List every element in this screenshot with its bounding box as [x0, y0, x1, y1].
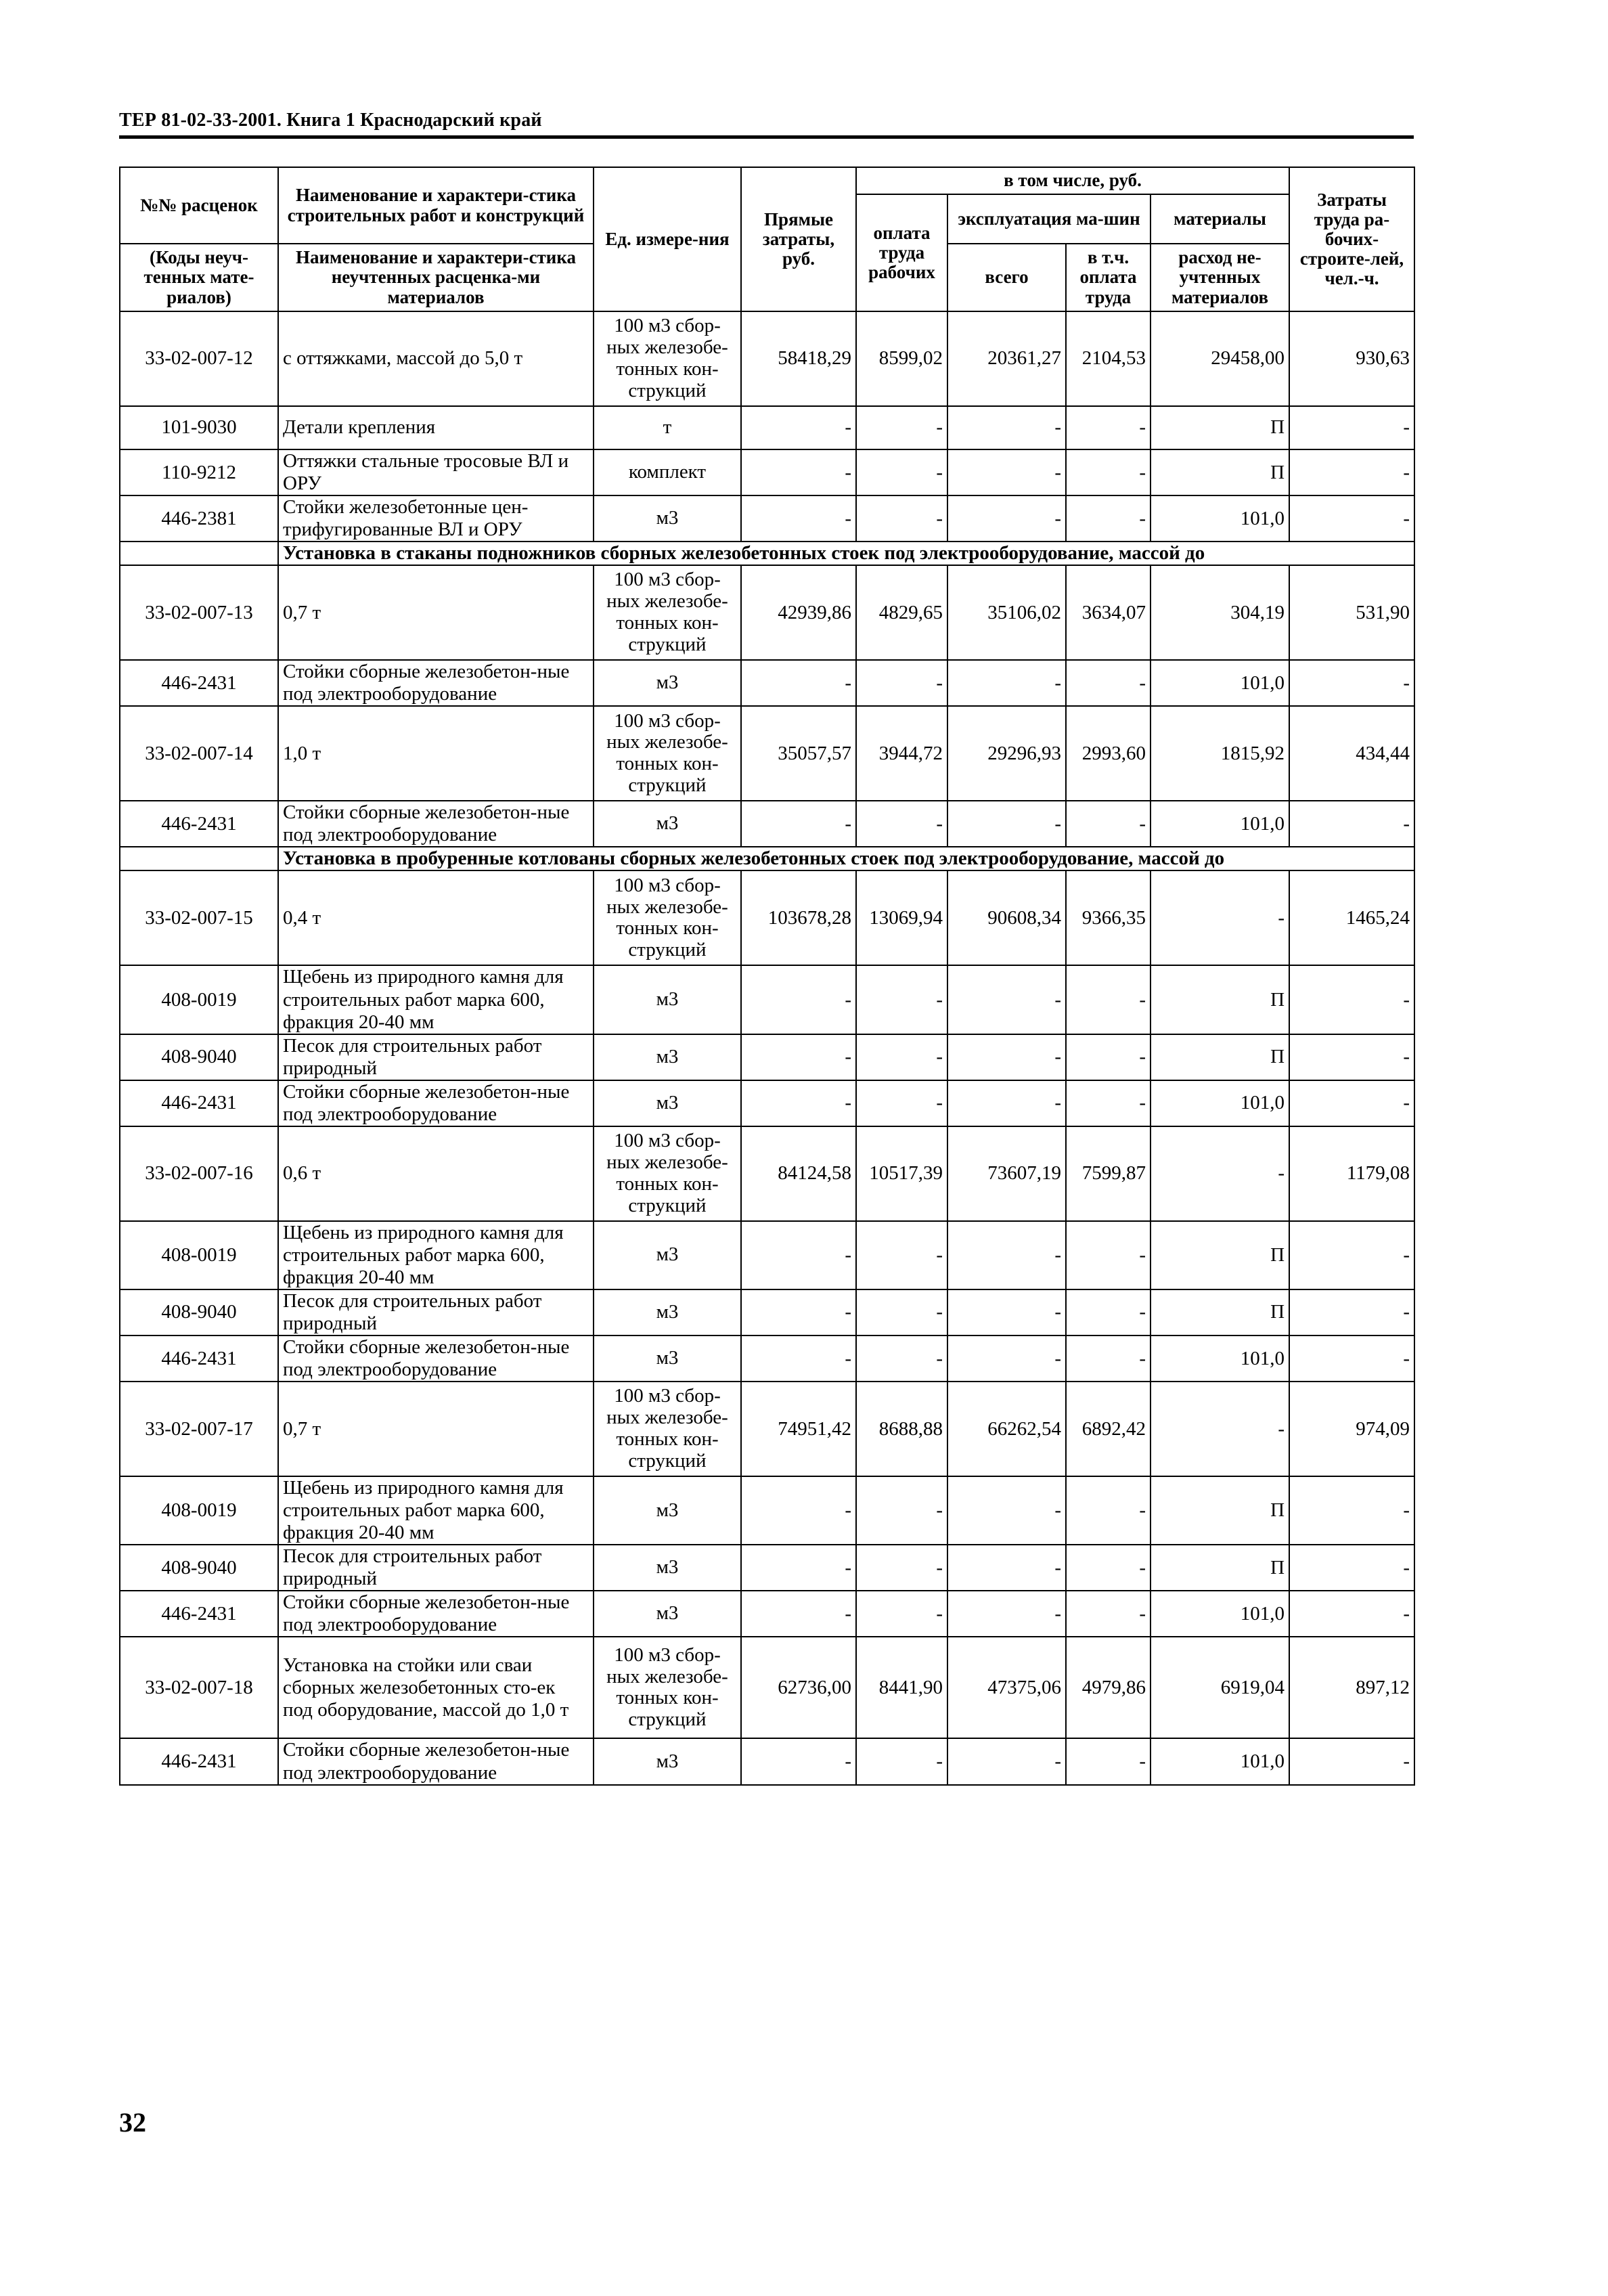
labor-pay: - — [856, 449, 947, 495]
labor-pay: - — [856, 1335, 947, 1382]
labor-hours: - — [1289, 449, 1414, 495]
materials: 101,0 — [1151, 1738, 1289, 1784]
machine-total: - — [947, 1591, 1066, 1637]
machine-total: 29296,93 — [947, 706, 1066, 801]
materials-subheader: расход не-учтенных материалов — [1151, 244, 1289, 311]
labor-hours: 1179,08 — [1289, 1126, 1414, 1221]
unit-of-measure: т — [594, 406, 741, 449]
labor-hours: - — [1289, 660, 1414, 706]
labor-pay: 8599,02 — [856, 311, 947, 406]
code-col-subheader: (Коды неуч-тенных мате-риалов) — [120, 244, 278, 311]
work-name: Песок для строительных работ природный — [278, 1545, 594, 1591]
labor-pay: - — [856, 1591, 947, 1637]
machine-labor-pay: 9366,35 — [1066, 870, 1151, 965]
unit-of-measure: 100 м3 сбор-ных железобе-тонных кон-струкций — [594, 311, 741, 406]
labor-hours: - — [1289, 495, 1414, 542]
rate-code: 33-02-007-14 — [120, 706, 278, 801]
unit-of-measure: м3 — [594, 1335, 741, 1382]
machine-labor-pay: 7599,87 — [1066, 1126, 1151, 1221]
direct-costs: - — [741, 1738, 856, 1784]
unit-of-measure: м3 — [594, 1221, 741, 1289]
work-name: 0,7 т — [278, 565, 594, 660]
rate-code: 33-02-007-17 — [120, 1382, 278, 1476]
labor-pay: - — [856, 1738, 947, 1784]
price-table — [119, 167, 1415, 1786]
material-row — [120, 1221, 1414, 1289]
unit-of-measure: м3 — [594, 660, 741, 706]
material-row — [120, 449, 1414, 495]
materials: П — [1151, 1545, 1289, 1591]
machine-labor-pay: - — [1066, 449, 1151, 495]
material-row — [120, 1080, 1414, 1126]
material-row — [120, 1034, 1414, 1080]
unit-of-measure: м3 — [594, 965, 741, 1034]
code-col-header: №№ расценок — [120, 167, 278, 244]
labor-pay: 4829,65 — [856, 565, 947, 660]
including-header: в том числе, руб. — [856, 167, 1289, 194]
rate-row — [120, 1382, 1414, 1476]
rate-code: 101-9030 — [120, 406, 278, 449]
labor-hours: - — [1289, 1289, 1414, 1335]
labor-pay: - — [856, 495, 947, 542]
direct-costs: - — [741, 1545, 856, 1591]
rate-row — [120, 1126, 1414, 1221]
direct-costs: 62736,00 — [741, 1637, 856, 1738]
unit-of-measure: 100 м3 сбор-ных железобе-тонных кон-струкций — [594, 706, 741, 801]
materials: П — [1151, 406, 1289, 449]
rate-code: 408-0019 — [120, 965, 278, 1034]
labor-pay: - — [856, 406, 947, 449]
labor-pay: - — [856, 1221, 947, 1289]
labor-hours: - — [1289, 801, 1414, 847]
unit-of-measure: м3 — [594, 495, 741, 542]
unit-col-header: Ед. измере-ния — [594, 167, 741, 311]
machine-total: - — [947, 1738, 1066, 1784]
direct-costs: - — [741, 1335, 856, 1382]
work-name: Стойки железобетонные цен-трифугированные ВЛ и ОРУ — [278, 495, 594, 542]
machine-labor-pay: 6892,42 — [1066, 1382, 1151, 1476]
labor-hours: - — [1289, 1476, 1414, 1545]
unit-of-measure: м3 — [594, 1591, 741, 1637]
machine-labor-pay: - — [1066, 1591, 1151, 1637]
material-row — [120, 801, 1414, 847]
direct-costs: 74951,42 — [741, 1382, 856, 1476]
material-row — [120, 1591, 1414, 1637]
unit-of-measure: 100 м3 сбор-ных железобе-тонных кон-струкций — [594, 565, 741, 660]
materials: - — [1151, 870, 1289, 965]
rate-row — [120, 706, 1414, 801]
machine-labor-pay: 2104,53 — [1066, 311, 1151, 406]
direct-costs: - — [741, 1080, 856, 1126]
labor-pay: 8688,88 — [856, 1382, 947, 1476]
labor-hours: - — [1289, 406, 1414, 449]
work-name: Стойки сборные железобетон-ные под электрооборудование — [278, 1080, 594, 1126]
section-title: Установка в стаканы подножников сборных железобетонных стоек под электрооборудование, массой до — [278, 542, 1414, 565]
work-name: 0,6 т — [278, 1126, 594, 1221]
labor-pay: - — [856, 1034, 947, 1080]
direct-costs: - — [741, 1034, 856, 1080]
rate-code: 110-9212 — [120, 449, 278, 495]
labor-pay: 13069,94 — [856, 870, 947, 965]
machine-labor-pay: 3634,07 — [1066, 565, 1151, 660]
labor-hours: - — [1289, 1221, 1414, 1289]
machine-labor-header: в т.ч. оплата труда — [1066, 244, 1151, 311]
labor-hours: - — [1289, 1591, 1414, 1637]
material-row — [120, 965, 1414, 1034]
machine-total: - — [947, 1289, 1066, 1335]
direct-costs: - — [741, 801, 856, 847]
direct-costs: - — [741, 449, 856, 495]
work-name: 0,7 т — [278, 1382, 594, 1476]
section-blank-cell — [120, 847, 278, 870]
direct-costs: - — [741, 1221, 856, 1289]
material-row — [120, 406, 1414, 449]
machine-labor-pay: 4979,86 — [1066, 1637, 1151, 1738]
work-name: Песок для строительных работ природный — [278, 1289, 594, 1335]
labor-pay: - — [856, 1080, 947, 1126]
labor-pay: - — [856, 1545, 947, 1591]
work-name: с оттяжками, массой до 5,0 т — [278, 311, 594, 406]
direct-costs: - — [741, 1476, 856, 1545]
materials: 101,0 — [1151, 660, 1289, 706]
machine-labor-pay: - — [1066, 660, 1151, 706]
labor-hours: 1465,24 — [1289, 870, 1414, 965]
labor-pay: - — [856, 1476, 947, 1545]
work-name: Детали крепления — [278, 406, 594, 449]
labor-hours: 930,63 — [1289, 311, 1414, 406]
material-row — [120, 1545, 1414, 1591]
labor-hours: 974,09 — [1289, 1382, 1414, 1476]
material-row — [120, 660, 1414, 706]
material-row — [120, 495, 1414, 542]
direct-costs: - — [741, 1289, 856, 1335]
rate-code: 33-02-007-18 — [120, 1637, 278, 1738]
labor-hours: 531,90 — [1289, 565, 1414, 660]
machine-labor-pay: 2993,60 — [1066, 706, 1151, 801]
rate-code: 446-2381 — [120, 495, 278, 542]
direct-costs: - — [741, 495, 856, 542]
work-name: Стойки сборные железобетон-ные под электрооборудование — [278, 1335, 594, 1382]
labor-hours: - — [1289, 965, 1414, 1034]
rate-row — [120, 1637, 1414, 1738]
unit-of-measure: 100 м3 сбор-ных железобе-тонных кон-струкций — [594, 1126, 741, 1221]
rate-code: 33-02-007-13 — [120, 565, 278, 660]
work-name: Установка на стойки или сваи сборных железобетонных сто-ек под оборудование, массой до 1,0 т — [278, 1637, 594, 1738]
header-rule — [119, 135, 1414, 139]
machine-total: - — [947, 1545, 1066, 1591]
labor-costs-header: Затраты труда ра-бочих-строите-лей, чел.-ч. — [1289, 167, 1414, 311]
labor-pay: - — [856, 660, 947, 706]
materials: 6919,04 — [1151, 1637, 1289, 1738]
materials: 101,0 — [1151, 495, 1289, 542]
machine-total: 47375,06 — [947, 1637, 1066, 1738]
machine-labor-pay: - — [1066, 1545, 1151, 1591]
direct-costs: - — [741, 965, 856, 1034]
machine-total: - — [947, 449, 1066, 495]
materials: 1815,92 — [1151, 706, 1289, 801]
machine-total: 73607,19 — [947, 1126, 1066, 1221]
machine-labor-pay: - — [1066, 1476, 1151, 1545]
rate-row — [120, 565, 1414, 660]
work-name: Стойки сборные железобетон-ные под электрооборудование — [278, 660, 594, 706]
materials: П — [1151, 1221, 1289, 1289]
material-row — [120, 1738, 1414, 1784]
machine-labor-pay: - — [1066, 1738, 1151, 1784]
unit-of-measure: м3 — [594, 1545, 741, 1591]
unit-of-measure: 100 м3 сбор-ных железобе-тонных кон-струкций — [594, 870, 741, 965]
labor-pay: 10517,39 — [856, 1126, 947, 1221]
rate-code: 408-0019 — [120, 1476, 278, 1545]
machine-total: 20361,27 — [947, 311, 1066, 406]
rate-code: 33-02-007-16 — [120, 1126, 278, 1221]
labor-pay: 3944,72 — [856, 706, 947, 801]
rate-code: 33-02-007-15 — [120, 870, 278, 965]
material-row — [120, 1289, 1414, 1335]
name-col-header: Наименование и характери-стика строительных работ и конструкций — [278, 167, 594, 244]
rate-row — [120, 870, 1414, 965]
rate-code: 446-2431 — [120, 660, 278, 706]
section-blank-cell — [120, 542, 278, 565]
work-name: Стойки сборные железобетон-ные под электрооборудование — [278, 1591, 594, 1637]
unit-of-measure: м3 — [594, 1476, 741, 1545]
work-name: Песок для строительных работ природный — [278, 1034, 594, 1080]
direct-costs: - — [741, 660, 856, 706]
materials: 29458,00 — [1151, 311, 1289, 406]
machine-total: - — [947, 660, 1066, 706]
rate-code: 446-2431 — [120, 1335, 278, 1382]
materials: 101,0 — [1151, 1335, 1289, 1382]
work-name: Щебень из природного камня для строительных работ марка 600, фракция 20-40 мм — [278, 1221, 594, 1289]
labor-pay: - — [856, 1289, 947, 1335]
machine-total: 35106,02 — [947, 565, 1066, 660]
materials: П — [1151, 965, 1289, 1034]
machine-total: - — [947, 495, 1066, 542]
labor-hours: - — [1289, 1738, 1414, 1784]
unit-of-measure: 100 м3 сбор-ных железобе-тонных кон-струкций — [594, 1637, 741, 1738]
machine-total: - — [947, 1476, 1066, 1545]
machine-total: - — [947, 406, 1066, 449]
machine-labor-pay: - — [1066, 1034, 1151, 1080]
direct-costs: - — [741, 406, 856, 449]
direct-costs: 84124,58 — [741, 1126, 856, 1221]
labor-pay: - — [856, 801, 947, 847]
rate-code: 446-2431 — [120, 1738, 278, 1784]
running-title: ТЕР 81-02-33-2001. Книга 1 Краснодарский край — [119, 110, 542, 131]
work-name: 1,0 т — [278, 706, 594, 801]
name-col-subheader: Наименование и характери-стика неучтенных расценка-ми материалов — [278, 244, 594, 311]
machine-labor-pay: - — [1066, 406, 1151, 449]
machine-total-header: всего — [947, 244, 1066, 311]
labor-hours: - — [1289, 1545, 1414, 1591]
rate-code: 408-9040 — [120, 1289, 278, 1335]
machine-total: 66262,54 — [947, 1382, 1066, 1476]
materials: 101,0 — [1151, 1591, 1289, 1637]
machine-total: - — [947, 1080, 1066, 1126]
rate-code: 446-2431 — [120, 801, 278, 847]
work-name: Щебень из природного камня для строительных работ марка 600, фракция 20-40 мм — [278, 1476, 594, 1545]
material-row — [120, 1335, 1414, 1382]
machine-total: 90608,34 — [947, 870, 1066, 965]
direct-costs: 103678,28 — [741, 870, 856, 965]
materials: 101,0 — [1151, 801, 1289, 847]
rate-row — [120, 311, 1414, 406]
machine-total: - — [947, 965, 1066, 1034]
labor-hours: - — [1289, 1335, 1414, 1382]
direct-costs: 58418,29 — [741, 311, 856, 406]
section-row — [120, 847, 1414, 870]
labor-hours: 897,12 — [1289, 1637, 1414, 1738]
section-title: Установка в пробуренные котлованы сборных железобетонных стоек под электрооборудование, массой до — [278, 847, 1414, 870]
page-number: 32 — [119, 2107, 146, 2138]
machine-labor-pay: - — [1066, 1335, 1151, 1382]
materials: П — [1151, 1034, 1289, 1080]
work-name: Стойки сборные железобетон-ные под электрооборудование — [278, 1738, 594, 1784]
direct-costs-header: Прямые затраты, руб. — [741, 167, 856, 311]
labor-pay-header: оплата труда рабочих — [856, 194, 947, 311]
rate-code: 446-2431 — [120, 1591, 278, 1637]
unit-of-measure: м3 — [594, 1289, 741, 1335]
work-name: Оттяжки стальные тросовые ВЛ и ОРУ — [278, 449, 594, 495]
machine-labor-pay: - — [1066, 1289, 1151, 1335]
unit-of-measure: 100 м3 сбор-ных железобе-тонных кон-струкций — [594, 1382, 741, 1476]
materials: П — [1151, 449, 1289, 495]
table-header — [120, 167, 1414, 311]
machine-labor-pay: - — [1066, 1221, 1151, 1289]
rate-code: 408-9040 — [120, 1034, 278, 1080]
machine-total: - — [947, 1221, 1066, 1289]
work-name: 0,4 т — [278, 870, 594, 965]
materials: П — [1151, 1476, 1289, 1545]
materials: - — [1151, 1382, 1289, 1476]
materials: - — [1151, 1126, 1289, 1221]
direct-costs: 35057,57 — [741, 706, 856, 801]
labor-pay: 8441,90 — [856, 1637, 947, 1738]
unit-of-measure: м3 — [594, 801, 741, 847]
labor-hours: - — [1289, 1080, 1414, 1126]
unit-of-measure: м3 — [594, 1034, 741, 1080]
section-row — [120, 542, 1414, 565]
rate-code: 446-2431 — [120, 1080, 278, 1126]
labor-hours: 434,44 — [1289, 706, 1414, 801]
materials-header: материалы — [1151, 194, 1289, 244]
machine-labor-pay: - — [1066, 965, 1151, 1034]
machine-labor-pay: - — [1066, 801, 1151, 847]
machine-op-header: эксплуатация ма-шин — [947, 194, 1151, 244]
direct-costs: - — [741, 1591, 856, 1637]
unit-of-measure: комплект — [594, 449, 741, 495]
machine-total: - — [947, 1034, 1066, 1080]
rate-code: 33-02-007-12 — [120, 311, 278, 406]
machine-labor-pay: - — [1066, 1080, 1151, 1126]
materials: 101,0 — [1151, 1080, 1289, 1126]
table-body — [120, 311, 1414, 1785]
materials: 304,19 — [1151, 565, 1289, 660]
unit-of-measure: м3 — [594, 1738, 741, 1784]
rate-code: 408-0019 — [120, 1221, 278, 1289]
machine-total: - — [947, 801, 1066, 847]
labor-pay: - — [856, 965, 947, 1034]
machine-total: - — [947, 1335, 1066, 1382]
work-name: Щебень из природного камня для строительных работ марка 600, фракция 20-40 мм — [278, 965, 594, 1034]
labor-hours: - — [1289, 1034, 1414, 1080]
rate-code: 408-9040 — [120, 1545, 278, 1591]
direct-costs: 42939,86 — [741, 565, 856, 660]
work-name: Стойки сборные железобетон-ные под электрооборудование — [278, 801, 594, 847]
machine-labor-pay: - — [1066, 495, 1151, 542]
material-row — [120, 1476, 1414, 1545]
unit-of-measure: м3 — [594, 1080, 741, 1126]
materials: П — [1151, 1289, 1289, 1335]
